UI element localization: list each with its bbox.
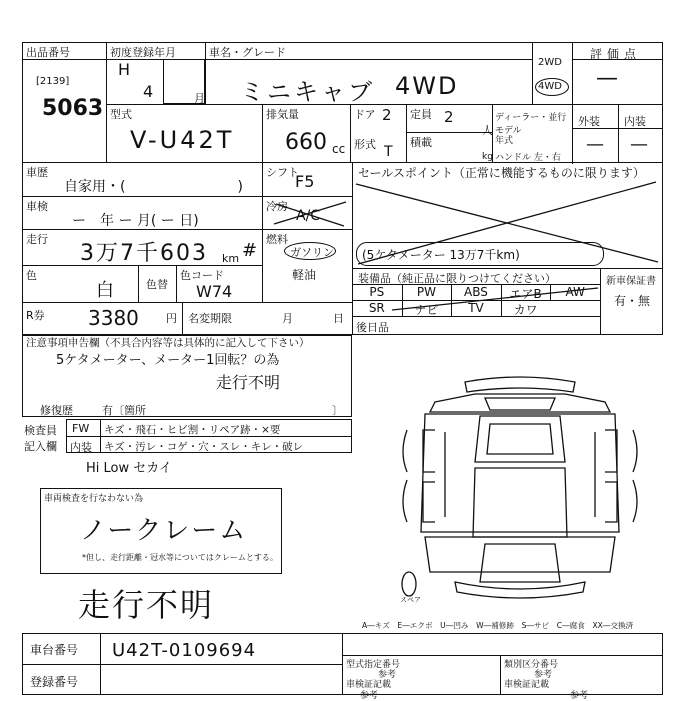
repair-label: 修復歴 bbox=[40, 404, 73, 417]
divider bbox=[182, 302, 183, 335]
shape-label: 形式 bbox=[354, 138, 376, 151]
lot-number: 5063 bbox=[42, 96, 104, 121]
model-value: V-U42T bbox=[130, 126, 235, 154]
equipment-item: AW bbox=[565, 285, 585, 299]
color-label: 色 bbox=[26, 269, 37, 282]
stamp-main: ノークレーム bbox=[80, 516, 248, 546]
fuel-label: 燃料 bbox=[266, 233, 288, 246]
divider bbox=[500, 655, 501, 695]
ext-value: — bbox=[586, 134, 604, 155]
mileage-value: 3万7千603 bbox=[80, 241, 208, 266]
ref-label: 参考 bbox=[378, 670, 397, 680]
divider bbox=[406, 132, 492, 133]
first-reg-label: 初度登録年月 bbox=[110, 46, 176, 59]
divider bbox=[350, 104, 351, 162]
model-year-label: モデル 年式 bbox=[495, 126, 522, 146]
divider bbox=[532, 42, 533, 104]
int-label: 内装 bbox=[624, 115, 646, 128]
ext-label: 外装 bbox=[578, 115, 600, 128]
handle-label: ハンドル 左・右 bbox=[495, 153, 561, 163]
divider bbox=[342, 633, 343, 695]
inspect-cert-label-2: 車検証記載 bbox=[504, 680, 550, 690]
load-label: 積載 bbox=[410, 136, 432, 149]
model-label: 型式 bbox=[110, 108, 132, 121]
sales-point-note: (5ケタメーター 13万7千km) bbox=[362, 248, 520, 262]
equipment-item: TV bbox=[468, 301, 484, 315]
history-label: 車歴 bbox=[26, 166, 48, 179]
fw-items: キズ・飛石・ヒビ割・リペア跡・×要 bbox=[104, 424, 281, 436]
equipment-item: PW bbox=[416, 285, 436, 299]
name-change-label: 名変期限 bbox=[188, 312, 232, 325]
recycle-label: R券 bbox=[26, 309, 45, 322]
class-label: 類別区分番号 bbox=[504, 660, 559, 670]
notes-line2: 走行不明 bbox=[216, 373, 281, 392]
divider bbox=[176, 265, 177, 302]
lot-small-number: [2139] bbox=[36, 76, 70, 87]
repair-value: 有〔箇所 bbox=[102, 404, 146, 417]
score-label: 評価点 bbox=[590, 47, 642, 61]
int-value: — bbox=[630, 134, 648, 155]
shift-label: シフト bbox=[266, 166, 299, 179]
doors-value: 2 bbox=[382, 106, 392, 124]
divider bbox=[492, 104, 493, 162]
divider bbox=[22, 265, 262, 266]
divider bbox=[262, 196, 352, 197]
equipment-item: エアB bbox=[509, 287, 542, 301]
color-no-label: 色替 bbox=[146, 278, 168, 291]
mileage-mark: # bbox=[242, 240, 258, 261]
divider bbox=[572, 42, 573, 164]
sales-point-label: セールスポイント（正常に機能するものに限ります） bbox=[358, 166, 645, 180]
equipment-item: ナビ bbox=[414, 303, 439, 317]
warranty-label: 新車保証書 bbox=[606, 276, 656, 287]
lot-label: 出品番号 bbox=[26, 46, 70, 59]
shaken-value: ー 年 ー 月( ー 日) bbox=[72, 213, 199, 229]
chassis-value: U42T-0109694 bbox=[112, 640, 257, 661]
car-name-value: ミニキャブ bbox=[240, 78, 375, 106]
divider bbox=[106, 42, 107, 162]
doors-label: ドア bbox=[354, 108, 376, 121]
equipment-strike bbox=[352, 284, 602, 318]
notes-line1: 5ケタメーター、メーター1回転？の為 bbox=[56, 353, 280, 368]
divider bbox=[205, 42, 206, 104]
fw-label: FW bbox=[72, 422, 90, 435]
reg-no-label: 登録番号 bbox=[30, 675, 79, 689]
divider bbox=[100, 633, 101, 695]
shaken-label: 車検 bbox=[26, 200, 48, 213]
spare-label: スペア bbox=[400, 596, 421, 604]
equip-label: 装備品（純正品に限りつけてください） bbox=[358, 272, 556, 285]
mileage-unit: km bbox=[222, 252, 240, 265]
vehicle-diagram bbox=[395, 372, 645, 612]
divider bbox=[262, 104, 263, 162]
retrofit-label: 後日品 bbox=[356, 321, 389, 334]
grade-value: 4WD bbox=[395, 72, 459, 100]
ac-label: 冷房 bbox=[266, 200, 288, 213]
inspect-cert-label: 車検証記載 bbox=[346, 680, 392, 690]
interior-label: 内装 bbox=[70, 441, 92, 454]
inspector-label: 検査員 記入欄 bbox=[24, 424, 57, 453]
divider bbox=[342, 655, 663, 656]
ac-value: A/C bbox=[296, 208, 321, 224]
damage-legend: A―キズ E―エクボ U―凹み W―補修跡 S―サビ C―腐食 XX―交換済 bbox=[362, 621, 634, 630]
type-designation-label: 型式指定番号 bbox=[346, 660, 401, 670]
repair-close: 〕 bbox=[332, 404, 343, 417]
divider bbox=[106, 104, 663, 105]
car-name-label: 車名・グレード bbox=[209, 46, 286, 59]
divider bbox=[22, 162, 663, 163]
equipment-item: ABS bbox=[464, 285, 488, 299]
divider bbox=[22, 59, 106, 60]
recycle-unit: 円 bbox=[166, 312, 177, 325]
color-value: 白 bbox=[96, 280, 114, 301]
divider bbox=[406, 104, 407, 162]
equipment-item: カワ bbox=[513, 303, 538, 317]
dealer-label: ディーラー・並行 bbox=[495, 113, 567, 123]
first-reg-era: H bbox=[118, 60, 131, 79]
score-value: — bbox=[596, 66, 618, 91]
mileage-label: 走行 bbox=[26, 233, 48, 246]
chassis-label: 車台番号 bbox=[30, 643, 79, 657]
ref-label-lower-2: 参考 bbox=[570, 691, 589, 701]
capacity-label: 定員 bbox=[410, 108, 432, 121]
displacement-label: 排気量 bbox=[266, 108, 299, 121]
interior-items: キズ・汚レ・コゲ・穴・スレ・キレ・破レ bbox=[104, 441, 304, 453]
divider bbox=[100, 419, 101, 453]
drive-4wd: 4WD bbox=[538, 81, 562, 92]
divider bbox=[352, 268, 663, 269]
load-unit: kg bbox=[482, 152, 493, 162]
fuel-diesel: 軽油 bbox=[292, 268, 317, 282]
ref-label-2: 参考 bbox=[534, 670, 553, 680]
recycle-value: 3380 bbox=[88, 306, 139, 330]
divider bbox=[262, 229, 352, 230]
name-change-value: 月 日 bbox=[282, 312, 350, 325]
displacement-value: 660 bbox=[285, 130, 327, 155]
equipment-item: PS bbox=[369, 285, 385, 299]
displacement-unit: cc bbox=[332, 142, 346, 156]
stamp-sub: *但し、走行距離・冠水等についてはクレームとする。 bbox=[82, 553, 278, 562]
color-code-value: W74 bbox=[196, 282, 233, 301]
drive-2wd: 2WD bbox=[538, 57, 562, 68]
divider bbox=[572, 59, 663, 60]
hi-low-note: Hi Low セカイ bbox=[86, 461, 172, 476]
divider bbox=[22, 302, 352, 303]
divider bbox=[262, 162, 263, 302]
shape-value: T bbox=[384, 144, 393, 160]
color-code-label: 色コード bbox=[180, 269, 224, 282]
mileage-unknown-stamp: 走行不明 bbox=[78, 586, 215, 624]
notes-label: 注意事項申告欄（不具合内容等は具体的に記入して下さい） bbox=[26, 337, 310, 349]
history-value: 自家用・( ) bbox=[64, 179, 243, 195]
divider bbox=[138, 265, 139, 302]
warranty-value: 有・無 bbox=[614, 294, 651, 308]
capacity-unit: 人 bbox=[482, 124, 493, 137]
fuel-gas: ガソリン bbox=[290, 246, 334, 259]
shift-value: F5 bbox=[295, 172, 315, 191]
divider bbox=[22, 664, 342, 665]
divider bbox=[205, 59, 532, 60]
ref-label-lower: 参考 bbox=[360, 691, 379, 701]
sales-point-note-box bbox=[356, 242, 604, 266]
equipment-item: SR bbox=[368, 301, 385, 315]
capacity-value: 2 bbox=[444, 108, 454, 126]
stamp-title: 車両検査を行なわない為 bbox=[44, 494, 144, 504]
divider bbox=[618, 104, 619, 162]
first-reg-month-suffix: 月 bbox=[194, 92, 205, 105]
ac-strike bbox=[270, 198, 350, 230]
first-reg-year: 4 bbox=[143, 82, 154, 101]
